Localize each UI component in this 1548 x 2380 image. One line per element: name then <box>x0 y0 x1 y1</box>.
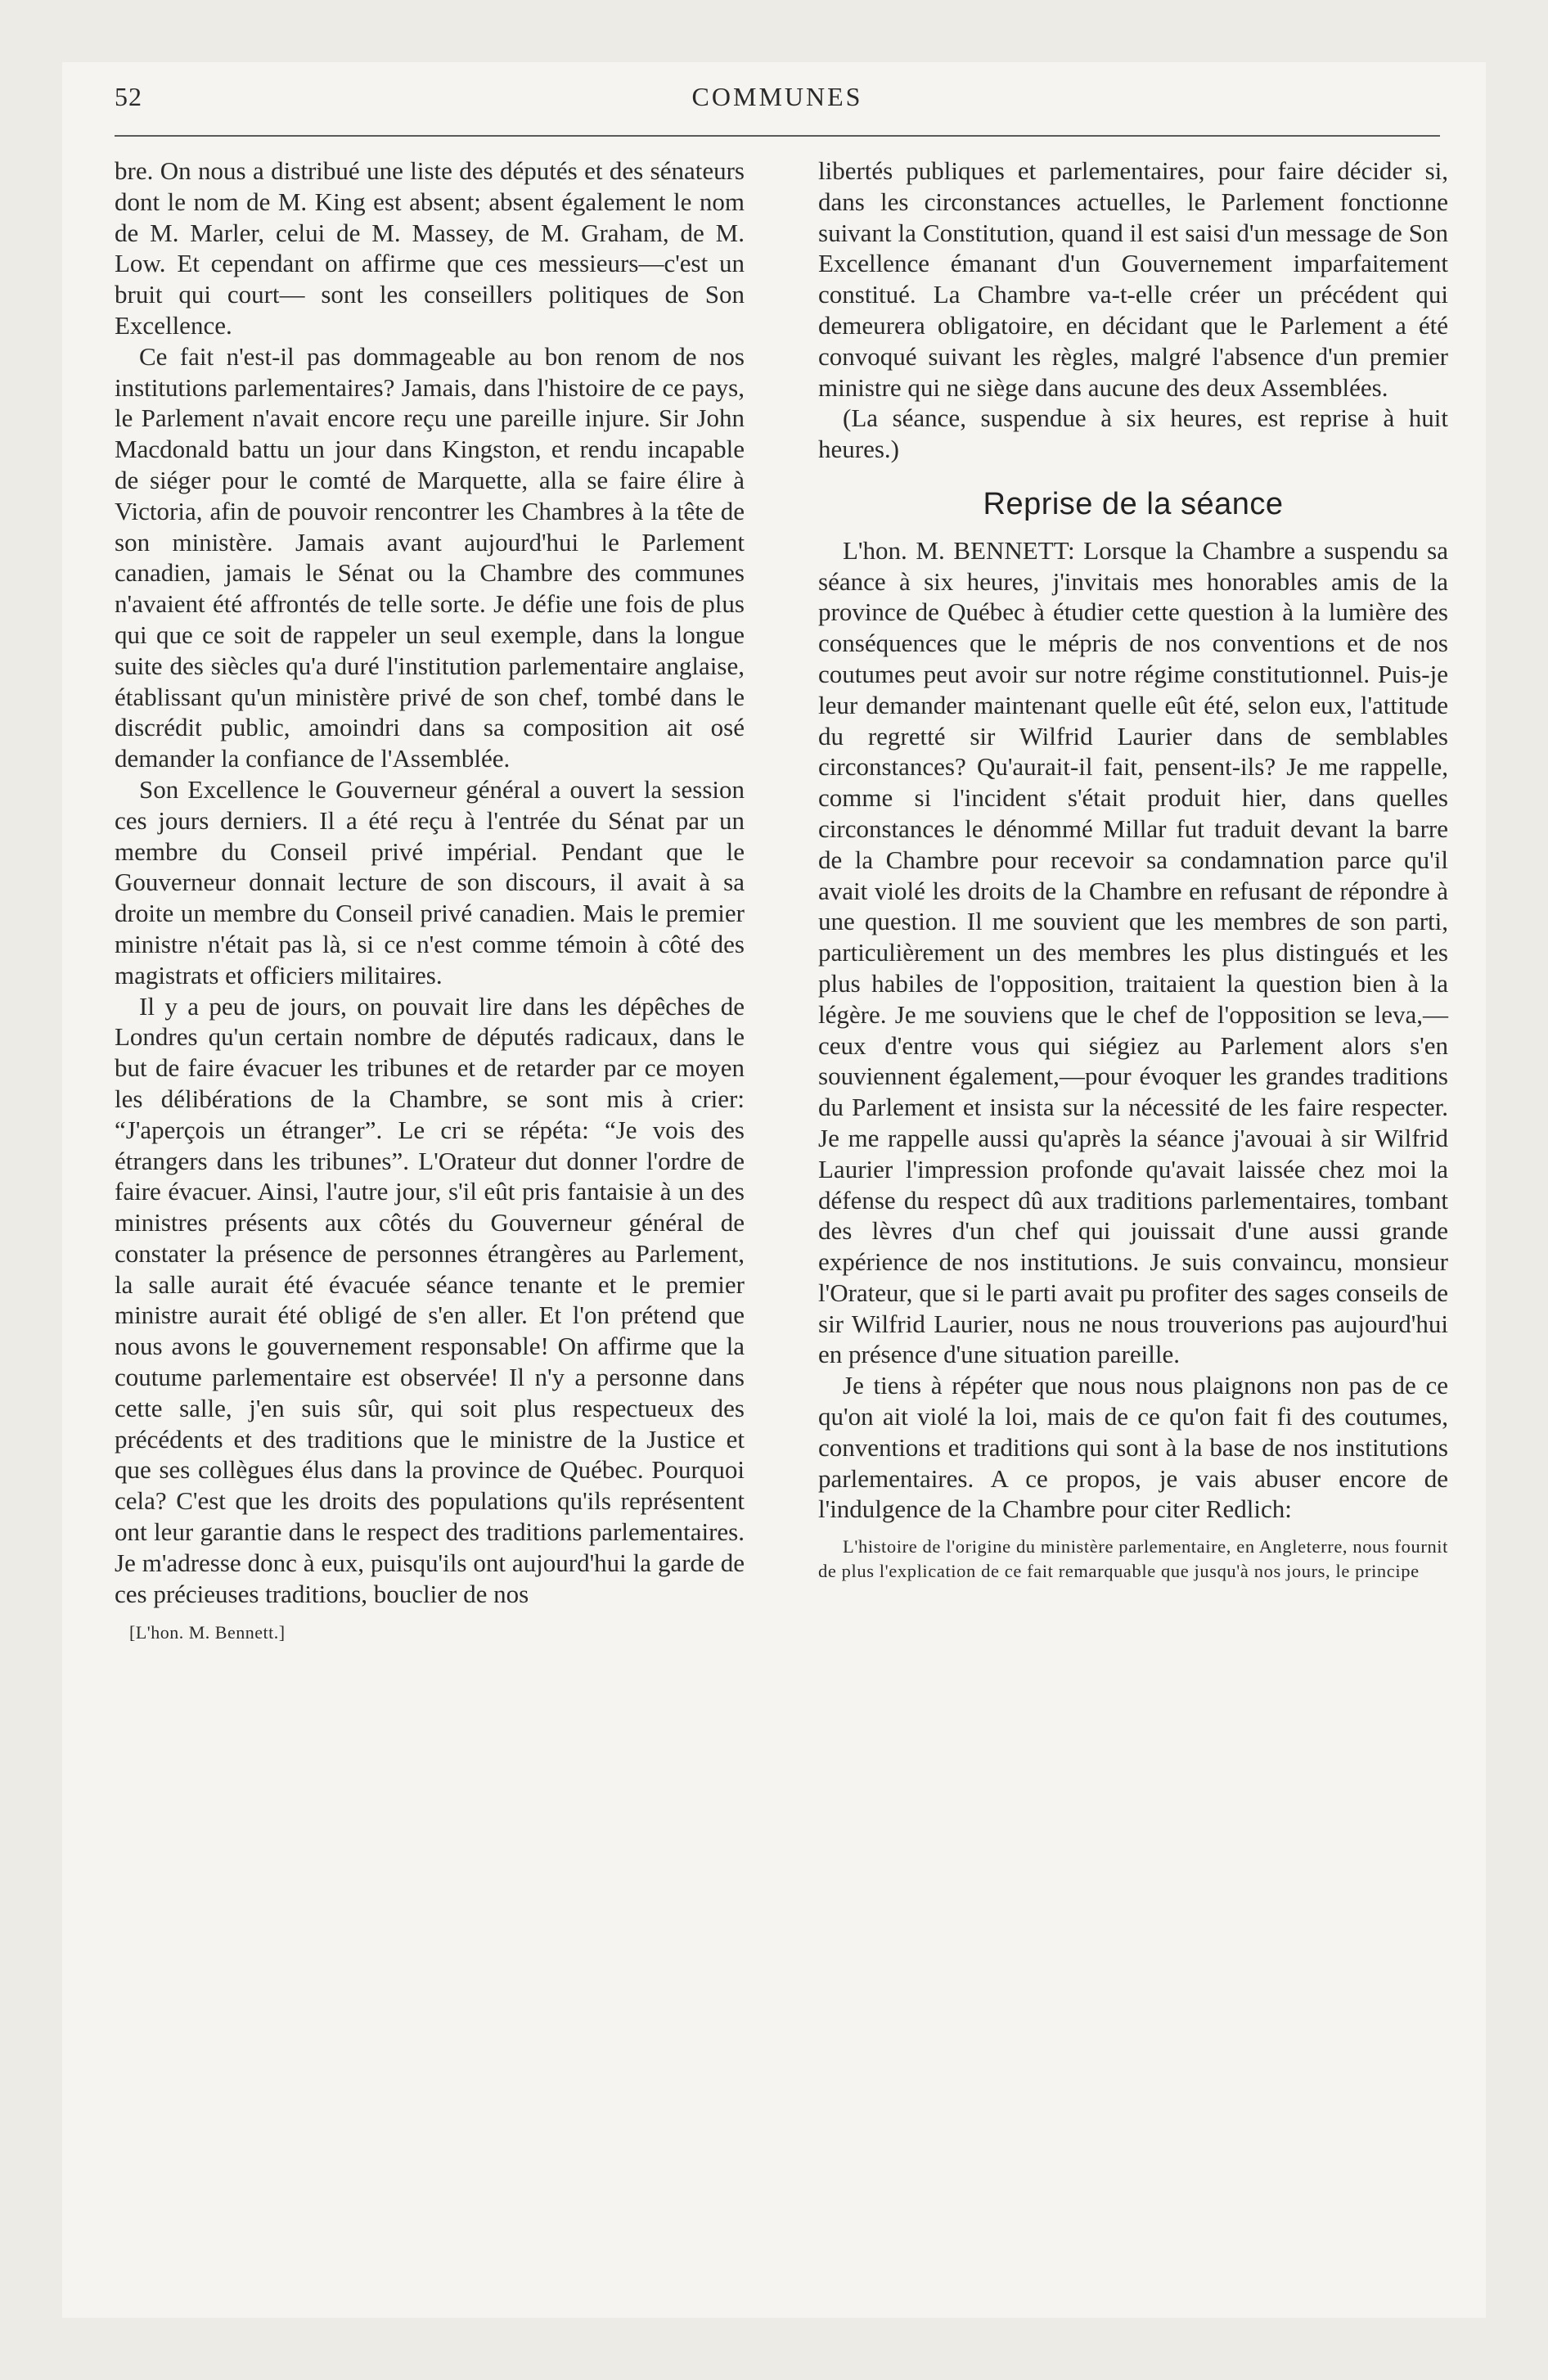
left-column <box>115 156 745 1647</box>
left-paragraph-4: Il y a peu de jours, on pouvait lire dans les dépêches de Londres qu'un certain nombre de députés radicaux, dans le but de faire évacuer les tribunes et de retarder par ce moyen les délibérations de la Chambre, se sont mis à crier: “J'aperçois un étranger”. Le cri se répéta: “Je vois des étrangers dans les tribunes”. L'Orateur dut donner l'ordre de faire évacuer. Ainsi, l'autre jour, s'il eût pris fantaisie à un des ministres présents aux côtés du Gouverneur général de constater la présence de personnes étrangères au Parlement, la salle aurait été évacuée séance tenante et le premier ministre aurait été obligé de s'en aller. Et l'on prétend que nous avons le gouvernement responsable! On affirme que la coutume parlementaire est observée! Il n'y a personne dans cette salle, j'en suis sûr, qui soit plus respectueux des précédents et des traditions que le ministre de la Justice et que ses collègues élus dans la province de Québec. Pourquoi cela? C'est que les droits des populations qu'ils représentent ont leur garantie dans le respect des traditions parlementaires. Je m'adresse donc à eux, puisqu'ils ont aujourd'hui la garde de ces précieuses traditions, bouclier de nos <box>115 991 745 1608</box>
left-paragraph-1: bre. On nous a distribué une liste des députés et des sénateurs dont le nom de M. King est absent; absent également le nom de M. Marler, celui de M. Massey, de M. Graham, de M. Low. Et cependant on affirme que ces messieurs—c'est un bruit qui court— sont les conseillers politiques de Son Excellence. <box>115 156 745 340</box>
left-paragraph-2: Ce fait n'est-il pas dommageable au bon renom de nos institutions parlementaires? Jamais, dans l'histoire de ce pays, le Parlement n'avait encore reçu une pareille injure. Sir John Macdonald battu un jour dans Kingston, et rendu incapable de siéger pour le comté de Marquette, alla se faire élire à Victoria, afin de pouvoir rencontrer les Chambres à la tête de son ministère. Jamais avant aujourd'hui le Parlement canadien, jamais le Sénat ou la Chambre des communes n'avaient été affrontés de telle sorte. Je défie une fois de plus qui que ce soit de rappeler un seul exemple, dans la longue suite des siècles qu'a duré l'institution parlementaire anglaise, établissant qu'un ministère privé de son chef, tombé dans le discrédit public, amoindri dans sa composition ait osé demander la confiance de l'Assemblée. <box>115 341 745 773</box>
right-paragraph-2: (La séance, suspendue à six heures, est reprise à huit heures.) <box>818 403 1448 464</box>
left-paragraph-3: Son Excellence le Gouverneur général a ouvert la session ces jours derniers. Il a été reçu à l'entrée du Sénat par un membre du Conseil privé impérial. Pendant que le Gouverneur donnait lecture de son discours, il avait à sa droite un membre du Conseil privé canadien. Mais le premier ministre n'était pas là, si ce n'est comme témoin à côté des magistrats et officiers militaires. <box>115 774 745 989</box>
running-head <box>115 82 1440 131</box>
section-title: COMMUNES <box>691 82 863 111</box>
page-number: 52 <box>115 82 142 111</box>
speaker-attribution: [L'hon. M. Bennett.] <box>129 1622 286 1643</box>
right-column <box>818 156 1448 1584</box>
section-heading: Reprise de la séance <box>983 486 1284 521</box>
header-rule <box>115 135 1440 137</box>
block-quote: L'histoire de l'origine du ministère parlementaire, en Angleterre, nous fournit de plus l'explication de ce fait remarquable que jusqu'à nos jours, le principe <box>818 1536 1448 1582</box>
right-paragraph-1: libertés publiques et parlementaires, pour faire décider si, dans les circonstances actuelles, le Parlement fonctionne suivant la Constitution, quand il est saisi d'un message de Son Excellence émanant d'un Gouvernement imparfaitement constitué. La Chambre va-t-elle créer un précédent qui demeurera obligatoire, en décidant que le Parlement a été convoqué suivant les règles, malgré l'absence d'un premier ministre qui ne siège dans aucune des deux Assemblées. <box>818 156 1448 402</box>
right-paragraph-4: Je tiens à répéter que nous nous plaignons non pas de ce qu'on ait violé la loi, mais de ce qu'on fait fi des coutumes, conventions et traditions qui sont à la base de nos institutions parlementaires. A ce propos, je vais abuser encore de l'indulgence de la Chambre pour citer Redlich: <box>818 1371 1448 1524</box>
right-paragraph-3: L'hon. M. BENNETT: Lorsque la Chambre a suspendu sa séance à six heures, j'invitais mes honorables amis de la province de Québec à étudier cette question à la lumière des conséquences que le mépris de nos conventions et de nos coutumes peut avoir sur notre régime constitutionnel. Puis-je leur demander maintenant quelle eût été, selon eux, l'attitude du regretté sir Wilfrid Laurier dans de semblables circonstances? Qu'aurait-il fait, pensent-ils? Je me rappelle, comme si l'incident s'était produit hier, dans quelles circonstances le dénommé Millar fut traduit devant la barre de la Chambre pour recevoir sa condamnation parce qu'il avait violé les droits de la Chambre en refusant de répondre à une question. Il me souvient que les membres de son parti, particulièrement un des membres les plus distingués et les plus habiles de l'opposition, traitaient la question bien à la légère. Je me souviens que le chef de l'opposition se leva,—ceux d'entre vous qui siégiez au Parlement alors s'en souviennent également,—pour évoquer les grandes traditions du Parlement et insista sur la nécessité de les faire respecter. Je me rappelle aussi qu'après la séance j'avouai à sir Wilfrid Laurier l'impression profonde qu'avait laissée chez moi la défense du respect dû aux traditions parlementaires, tombant des lèvres d'un chef qui jouissait d'une aussi grande expérience de nos institutions. Je suis convaincu, monsieur l'Orateur, que si le parti avait pu profiter des sages conseils de sir Wilfrid Laurier, nous ne nous trouverions pas aujourd'hui en présence d'une situation pareille. <box>818 535 1448 1369</box>
